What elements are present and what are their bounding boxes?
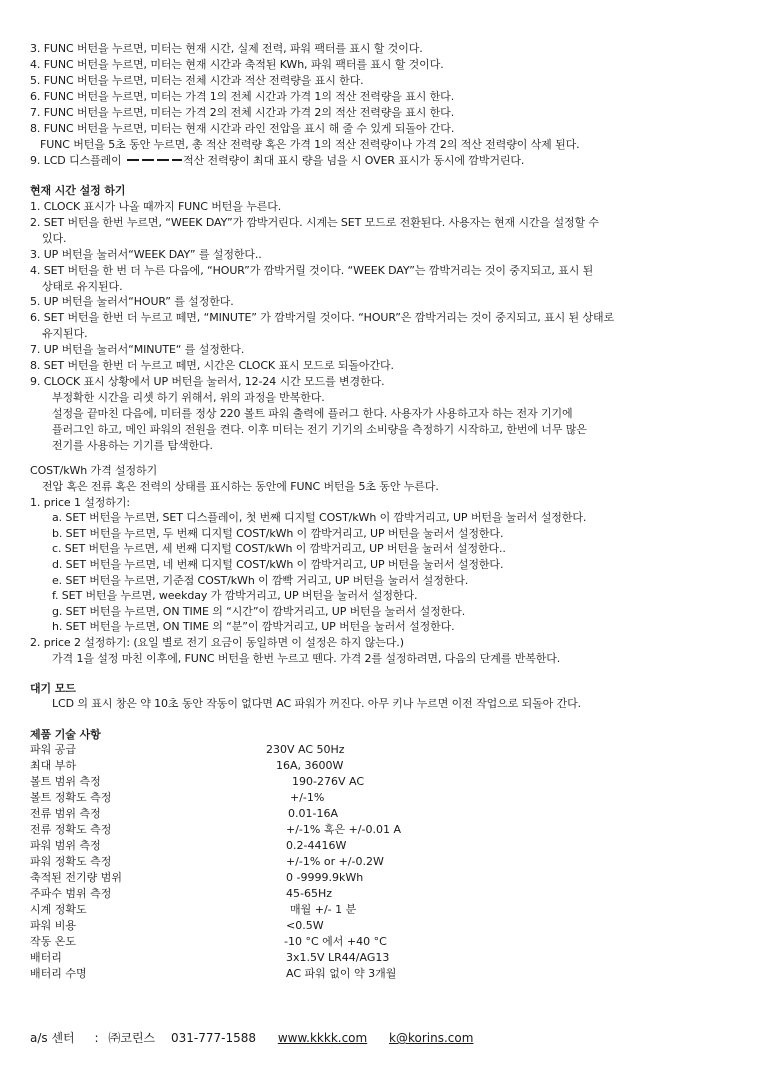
spec-label: 배터리 bbox=[30, 951, 62, 964]
spec-label: 파워 범위 측정 bbox=[30, 839, 101, 852]
standby-text: LCD 의 표시 창은 약 10초 동안 작동이 없다면 AC 파워가 꺼진다. 아무 키나 누르면 이전 작업으로 되돌아 간다. bbox=[52, 697, 582, 710]
time-section-heading: 현재 시간 설정 하기 bbox=[30, 184, 126, 197]
lcd-dash-symbol bbox=[125, 157, 183, 165]
spec-value: +/-1% or +/-0.2W bbox=[286, 855, 384, 868]
spec-value: +/-1% 혹은 +/-0.01 A bbox=[286, 823, 401, 836]
time-step-line-1: 1. CLOCK 표시가 나올 때까지 FUNC 버턴을 누른다. bbox=[30, 200, 282, 213]
cost-step-line-1: 전압 혹은 전류 혹은 전력의 상태를 표시하는 동안에 FUNC 버턴을 5초 동안 누른다. bbox=[42, 480, 439, 493]
spec-label: 전류 정확도 측정 bbox=[30, 823, 112, 836]
spec-label: 주파수 범위 측정 bbox=[30, 887, 112, 900]
time-step-line-4: 3. UP 버턴을 눌러서“WEEK DAY” 를 설정한다.. bbox=[30, 247, 262, 261]
func-line-4: 4. FUNC 버턴을 누르면, 미터는 현재 시간과 축적된 KWh, 파워 팩터를 표시 할 것이다. bbox=[30, 58, 444, 71]
cost-step-line-6: d. SET 버턴을 누르면, 네 번째 디지털 COST/kWh 이 깜박거리고, UP 버턴을 눌러서 설정한다. bbox=[52, 558, 504, 571]
time-step-line-6: 상태로 유지된다. bbox=[42, 279, 123, 293]
spec-label: 작동 온도 bbox=[30, 935, 77, 948]
func-line-9-suffix: 적산 전력량이 최대 표시 량을 넘을 시 OVER 표시가 동시에 깜박거린다. bbox=[183, 154, 525, 167]
spec-value: 45-65Hz bbox=[286, 887, 333, 900]
time-step-line-7: 5. UP 버턴을 눌러서“HOUR” 를 설정한다. bbox=[30, 295, 234, 309]
footer-company: ㈜코린스 bbox=[108, 1031, 156, 1045]
footer bbox=[30, 1031, 473, 1045]
func-line-6: 6. FUNC 버턴을 누르면, 미터는 가격 1의 전체 시간과 가격 1의 적산 전력량을 표시 한다. bbox=[30, 90, 455, 103]
footer-colon: : bbox=[94, 1031, 99, 1045]
spec-value: +/-1% bbox=[290, 791, 325, 804]
time-step-line-14: 설정을 끝마친 다음에, 미터를 정상 220 볼트 파워 출력에 플러그 한다. 사용자가 사용하고자 하는 전자 기기에 bbox=[52, 406, 573, 420]
standby-heading: 대기 모드 bbox=[30, 682, 76, 695]
spec-value: 3x1.5V LR44/AG13 bbox=[286, 951, 390, 964]
spec-label: 파워 정확도 측정 bbox=[30, 855, 112, 868]
footer-as-label: a/s 센터 bbox=[30, 1031, 75, 1045]
spec-value: 230V AC 50Hz bbox=[266, 743, 345, 756]
footer-email-link[interactable]: k@korins.com bbox=[389, 1031, 474, 1045]
spec-label: 볼트 정확도 측정 bbox=[30, 791, 112, 804]
cost-step-line-10: h. SET 버턴을 누르면, ON TIME 의 “분”이 깜박거리고, UP 버턴을 눌러서 설정한다. bbox=[52, 620, 455, 634]
func-line-9 bbox=[30, 154, 524, 168]
func-line-8: 8. FUNC 버턴을 누르면, 미터는 현재 시간과 라인 전압을 표시 해 줄 수 있게 되돌아 간다. bbox=[30, 122, 455, 135]
cost-step-line-5: c. SET 버턴을 누르면, 세 번째 디지털 COST/kWh 이 깜박거리고, UP 버턴을 눌러서 설정한다.. bbox=[52, 542, 506, 556]
cost-section-heading: COST/kWh 가격 설정하기 bbox=[30, 464, 158, 477]
spec-value: 0.2-4416W bbox=[286, 839, 347, 852]
spec-label: 전류 범위 측정 bbox=[30, 807, 101, 820]
spec-label: 파워 공급 bbox=[30, 743, 77, 756]
footer-website-link[interactable]: www.kkkk.com bbox=[277, 1031, 368, 1045]
cost-step-line-11: 2. price 2 설정하기: (요일 별로 전기 요금이 동일하면 이 설정은 하지 않는다.) bbox=[30, 636, 404, 649]
time-step-line-8: 6. SET 버턴을 한번 더 누르고 떼면, “MINUTE” 가 깜박거릴 것이다. “HOUR”은 깜박거리는 것이 중지되고, 표시 된 상태로 bbox=[30, 311, 615, 325]
spec-value: 16A, 3600W bbox=[276, 759, 344, 772]
time-step-line-16: 전기를 사용하는 기기를 탐색한다. bbox=[52, 438, 213, 452]
time-step-line-13: 부정확한 시간을 리셋 하기 위해서, 위의 과정을 반복한다. bbox=[52, 390, 325, 404]
spec-label: 시계 정확도 bbox=[30, 903, 87, 916]
func-line-5: 5. FUNC 버턴을 누르면, 미터는 전체 시간과 적산 전력량을 표시 한다. bbox=[30, 74, 364, 87]
spec-value: -10 °C 에서 +40 °C bbox=[284, 935, 387, 948]
footer-phone: 031-777-1588 bbox=[170, 1031, 256, 1045]
time-step-line-11: 8. SET 버턴을 한번 더 누르고 떼면, 시간은 CLOCK 표시 모드로 되돌아간다. bbox=[30, 359, 394, 372]
time-step-line-12: 9. CLOCK 표시 상황에서 UP 버턴을 눌러서, 12-24 시간 모드를 변경한다. bbox=[30, 374, 385, 388]
cost-step-line-7: e. SET 버턴을 누르면, 기준점 COST/kWh 이 깜빡 거리고, UP 버턴을 눌러서 설정한다. bbox=[52, 573, 469, 587]
time-step-line-10: 7. UP 버턴을 눌러서“MINUTE“ 를 설정한다. bbox=[30, 343, 245, 357]
cost-step-line-12: 가격 1을 설정 마친 이후에, FUNC 버턴을 한번 누르고 뗀다. 가격 2를 설정하려면, 다음의 단계를 반복한다. bbox=[52, 651, 561, 665]
cost-step-line-2: 1. price 1 설정하기: bbox=[30, 495, 130, 509]
cost-step-line-3: a. SET 버턴을 누르면, SET 디스플레이, 첫 번째 디지털 COST/kWh 이 깜박거리고, UP 버턴을 눌러서 설정한다. bbox=[52, 511, 587, 525]
spec-value: <0.5W bbox=[286, 919, 324, 932]
spec-label: 축적된 전기량 범위 bbox=[30, 871, 123, 884]
time-step-line-15: 플러그인 하고, 메인 파워의 전원을 켠다. 이후 미터는 전기 기기의 소비량을 측정하기 시작하고, 한번에 너무 많은 bbox=[52, 422, 587, 436]
spec-value: 매월 +/- 1 분 bbox=[290, 903, 357, 916]
time-step-line-9: 유지된다. bbox=[42, 327, 88, 341]
func-line-3: 3. FUNC 버턴을 누르면, 미터는 현재 시간, 실제 전력, 파워 팩터를 표시 할 것이다. bbox=[30, 42, 423, 55]
spec-label: 배터리 수명 bbox=[30, 967, 87, 980]
time-step-line-3: 있다. bbox=[42, 231, 67, 245]
spec-label: 볼트 범위 측정 bbox=[30, 775, 101, 788]
func-reset-note: FUNC 버턴을 5초 동안 누르면, 총 적산 전력량 혹은 가격 1의 적산 전력량이나 가격 2의 적산 전력량이 삭제 된다. bbox=[40, 138, 580, 151]
time-step-line-2: 2. SET 버턴을 한번 누르면, “WEEK DAY”가 깜박거린다. 시계는 SET 모드로 전환된다. 사용자는 현재 시간을 설정할 수 bbox=[30, 215, 599, 229]
spec-label: 최대 부하 bbox=[30, 759, 77, 772]
cost-step-line-4: b. SET 버턴을 누르면, 두 번째 디지털 COST/kWh 이 깜박거리고, UP 버턴을 눌러서 설정한다. bbox=[52, 526, 504, 540]
spec-heading: 제품 기술 사항 bbox=[30, 728, 101, 741]
spec-value: 0.01-16A bbox=[288, 807, 338, 820]
spec-value: 190-276V AC bbox=[292, 775, 364, 788]
time-step-line-5: 4. SET 버턴을 한 번 더 누른 다음에, “HOUR”가 깜박거릴 것이다. “WEEK DAY”는 깜박거리는 것이 중지되고, 표시 된 bbox=[30, 263, 594, 277]
cost-step-line-8: f. SET 버턴을 누르면, weekday 가 깜박거리고, UP 버턴을 눌러서 설정한다. bbox=[52, 589, 418, 603]
cost-step-line-9: g. SET 버턴을 누르면, ON TIME 의 “시간”이 깜박거리고, UP 버턴을 눌러서 설정한다. bbox=[52, 604, 466, 618]
spec-value: 0 -9999.9kWh bbox=[286, 871, 364, 884]
spec-value: AC 파워 없이 약 3개월 bbox=[286, 967, 397, 980]
func-line-9-prefix: 9. LCD 디스플레이 bbox=[30, 154, 122, 167]
spec-label: 파워 비용 bbox=[30, 919, 77, 932]
func-line-7: 7. FUNC 버턴을 누르면, 미터는 가격 2의 전체 시간과 가격 2의 적산 전력량을 표시 한다. bbox=[30, 106, 455, 119]
